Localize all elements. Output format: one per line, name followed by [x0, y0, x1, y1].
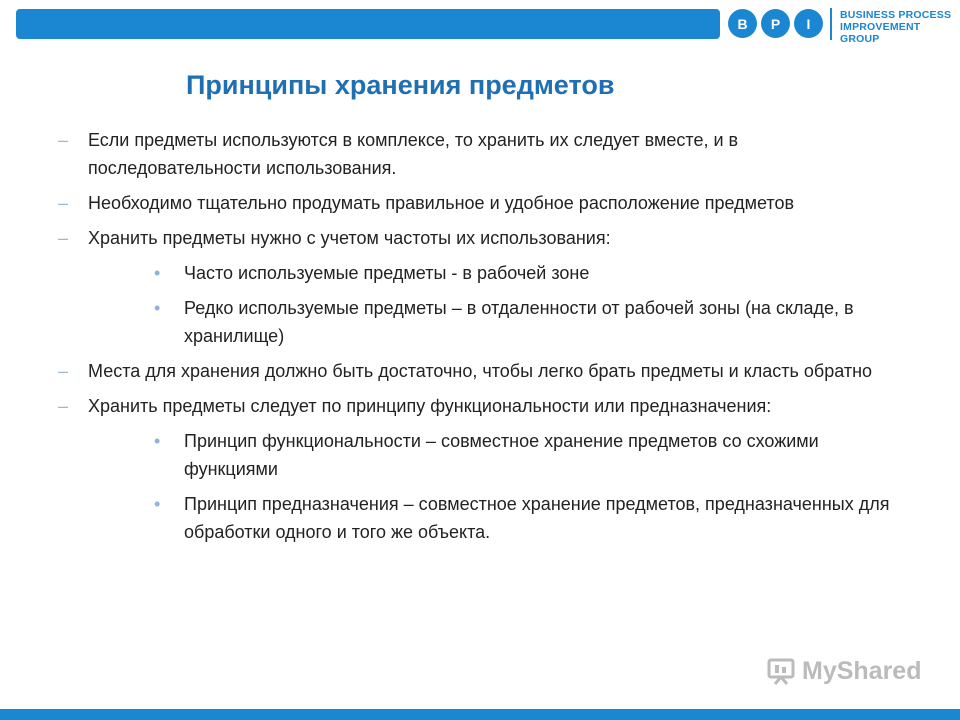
slide-content: [0, 126, 960, 553]
header-bar: [16, 9, 720, 39]
dash-marker: –: [58, 396, 69, 416]
logo-letter-b: B: [728, 9, 757, 38]
sub-bullet-item: [154, 427, 914, 483]
logo-line-2: IMPROVEMENT GROUP: [840, 21, 921, 45]
logo-divider: [830, 8, 832, 40]
bullet-item: [58, 392, 908, 420]
bullet-text: Если предметы используются в комплексе, то хранить их следует вместе, и в последовательности использования.: [88, 130, 739, 178]
bullet-text: Необходимо тщательно продумать правильное и удобное расположение предметов: [88, 193, 795, 213]
bullet-text: Места для хранения должно быть достаточно, чтобы легко брать предметы и класть обратно: [88, 361, 873, 381]
sub-bullet-item: [154, 259, 914, 287]
dot-marker: •: [154, 263, 161, 283]
bullet-item: [58, 126, 908, 182]
bullet-text: Хранить предметы нужно с учетом частоты их использования:: [88, 228, 611, 248]
slide-title: Принципы хранения предметов: [186, 70, 615, 100]
dash-marker: –: [58, 193, 69, 213]
logo-line-1: BUSINESS PROCESS: [840, 9, 952, 21]
dash-marker: –: [58, 228, 69, 248]
dash-marker: –: [58, 361, 69, 381]
bullet-item: [58, 357, 908, 385]
logo-letter-i: I: [794, 9, 823, 38]
dot-marker: •: [154, 431, 161, 451]
sub-bullet-item: [154, 490, 914, 546]
sub-bullet-item: [154, 294, 914, 350]
bullet-text: Часто используемые предметы - в рабочей зоне: [184, 263, 590, 283]
watermark-text: MyShared: [802, 656, 922, 685]
dash-marker: –: [58, 130, 69, 150]
dot-marker: •: [154, 494, 161, 514]
presentation-icon: [766, 656, 796, 686]
dot-marker: •: [154, 298, 161, 318]
logo-letter-p: P: [761, 9, 790, 38]
bullet-text: Хранить предметы следует по принципу функциональности или предназначения:: [88, 396, 772, 416]
bpi-logo: [728, 6, 954, 45]
bullet-text: Принцип функциональности – совместное хранение предметов со схожими функциями: [184, 431, 819, 479]
bullet-item: [58, 189, 908, 217]
bullet-item: [58, 224, 908, 252]
bullet-text: Принцип предназначения – совместное хранение предметов, предназначенных для обработки одного и того же объекта.: [184, 494, 890, 542]
bullet-text: Редко используемые предметы – в отдаленности от рабочей зоны (на складе, в хранилище): [184, 298, 854, 346]
logo-text: [840, 9, 954, 45]
watermark: [766, 656, 921, 686]
footer-bar: [0, 709, 960, 720]
